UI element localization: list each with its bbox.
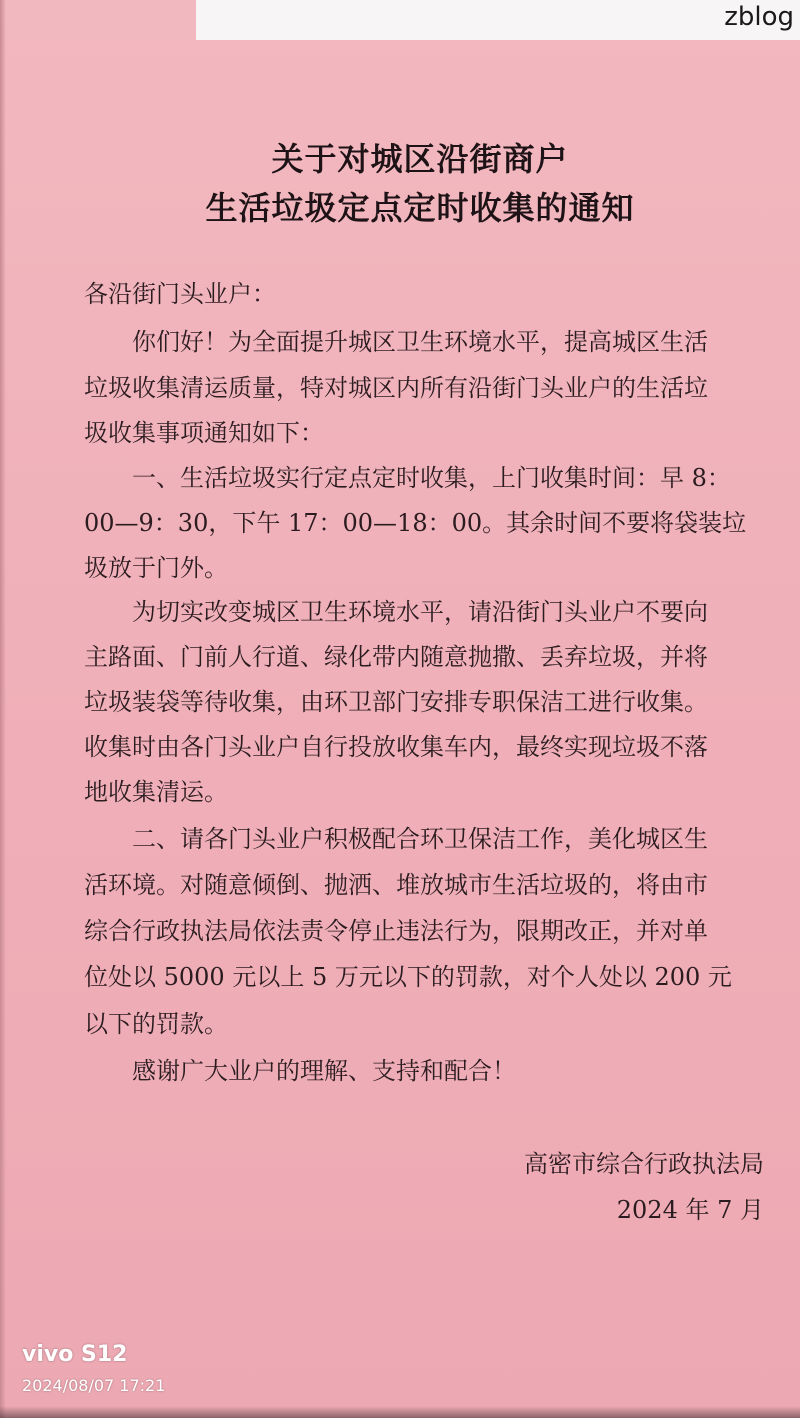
body-line: 圾放于门外。	[84, 554, 228, 582]
watermark-text: zblog	[724, 2, 794, 32]
body-line: 以下的罚款。	[84, 1010, 228, 1038]
body-line: 为切实改变城区卫生环境水平，请沿街门头业户不要向	[84, 598, 708, 626]
body-line: 位处以 5000 元以上 5 万元以下的罚款，对个人处以 200 元	[84, 963, 732, 991]
notice-title-line-2: 生活垃圾定点定时收集的通知	[205, 189, 635, 227]
body-line: 活环境。对随意倾倒、抛洒、堆放城市生活垃圾的，将由市	[84, 871, 708, 899]
notice-title-line-1: 关于对城区沿街商户	[271, 140, 569, 178]
issue-date: 2024 年 7 月	[616, 1196, 764, 1224]
body-line: 你们好！为全面提升城区卫生环境水平，提高城区生活	[84, 328, 708, 356]
camera-model-stamp: vivo S12	[22, 1342, 128, 1367]
issuer-signature: 高密市综合行政执法局	[524, 1150, 764, 1178]
body-line: 主路面、门前人行道、绿化带内随意抛撒、丢弃垃圾，并将	[84, 643, 708, 671]
body-line: 二、请各门头业户积极配合环卫保洁工作，美化城区生	[84, 825, 708, 853]
body-line: 综合行政执法局依法责令停止违法行为，限期改正，并对单	[84, 917, 708, 945]
body-line: 00—9：30，下午 17：00—18：00。其余时间不要将袋装垃	[84, 509, 747, 537]
salutation: 各沿街门头业户：	[84, 280, 276, 308]
body-line: 地收集清运。	[84, 778, 228, 806]
body-line: 一、生活垃圾实行定点定时收集，上门收集时间：早 8：	[84, 464, 731, 492]
body-line: 收集时由各门头业户自行投放收集车内，最终实现垃圾不落	[84, 733, 708, 761]
camera-datetime-stamp: 2024/08/07 17:21	[22, 1376, 166, 1395]
closing-line: 感谢广大业户的理解、支持和配合！	[84, 1057, 516, 1085]
body-line: 垃圾收集清运质量，特对城区内所有沿街门头业户的生活垃	[84, 374, 708, 402]
body-line: 垃圾装袋等待收集，由环卫部门安排专职保洁工进行收集。	[84, 688, 708, 716]
body-line: 圾收集事项通知如下：	[84, 419, 324, 447]
bottom-shadow	[0, 1406, 800, 1418]
watermark-bar	[196, 0, 800, 40]
